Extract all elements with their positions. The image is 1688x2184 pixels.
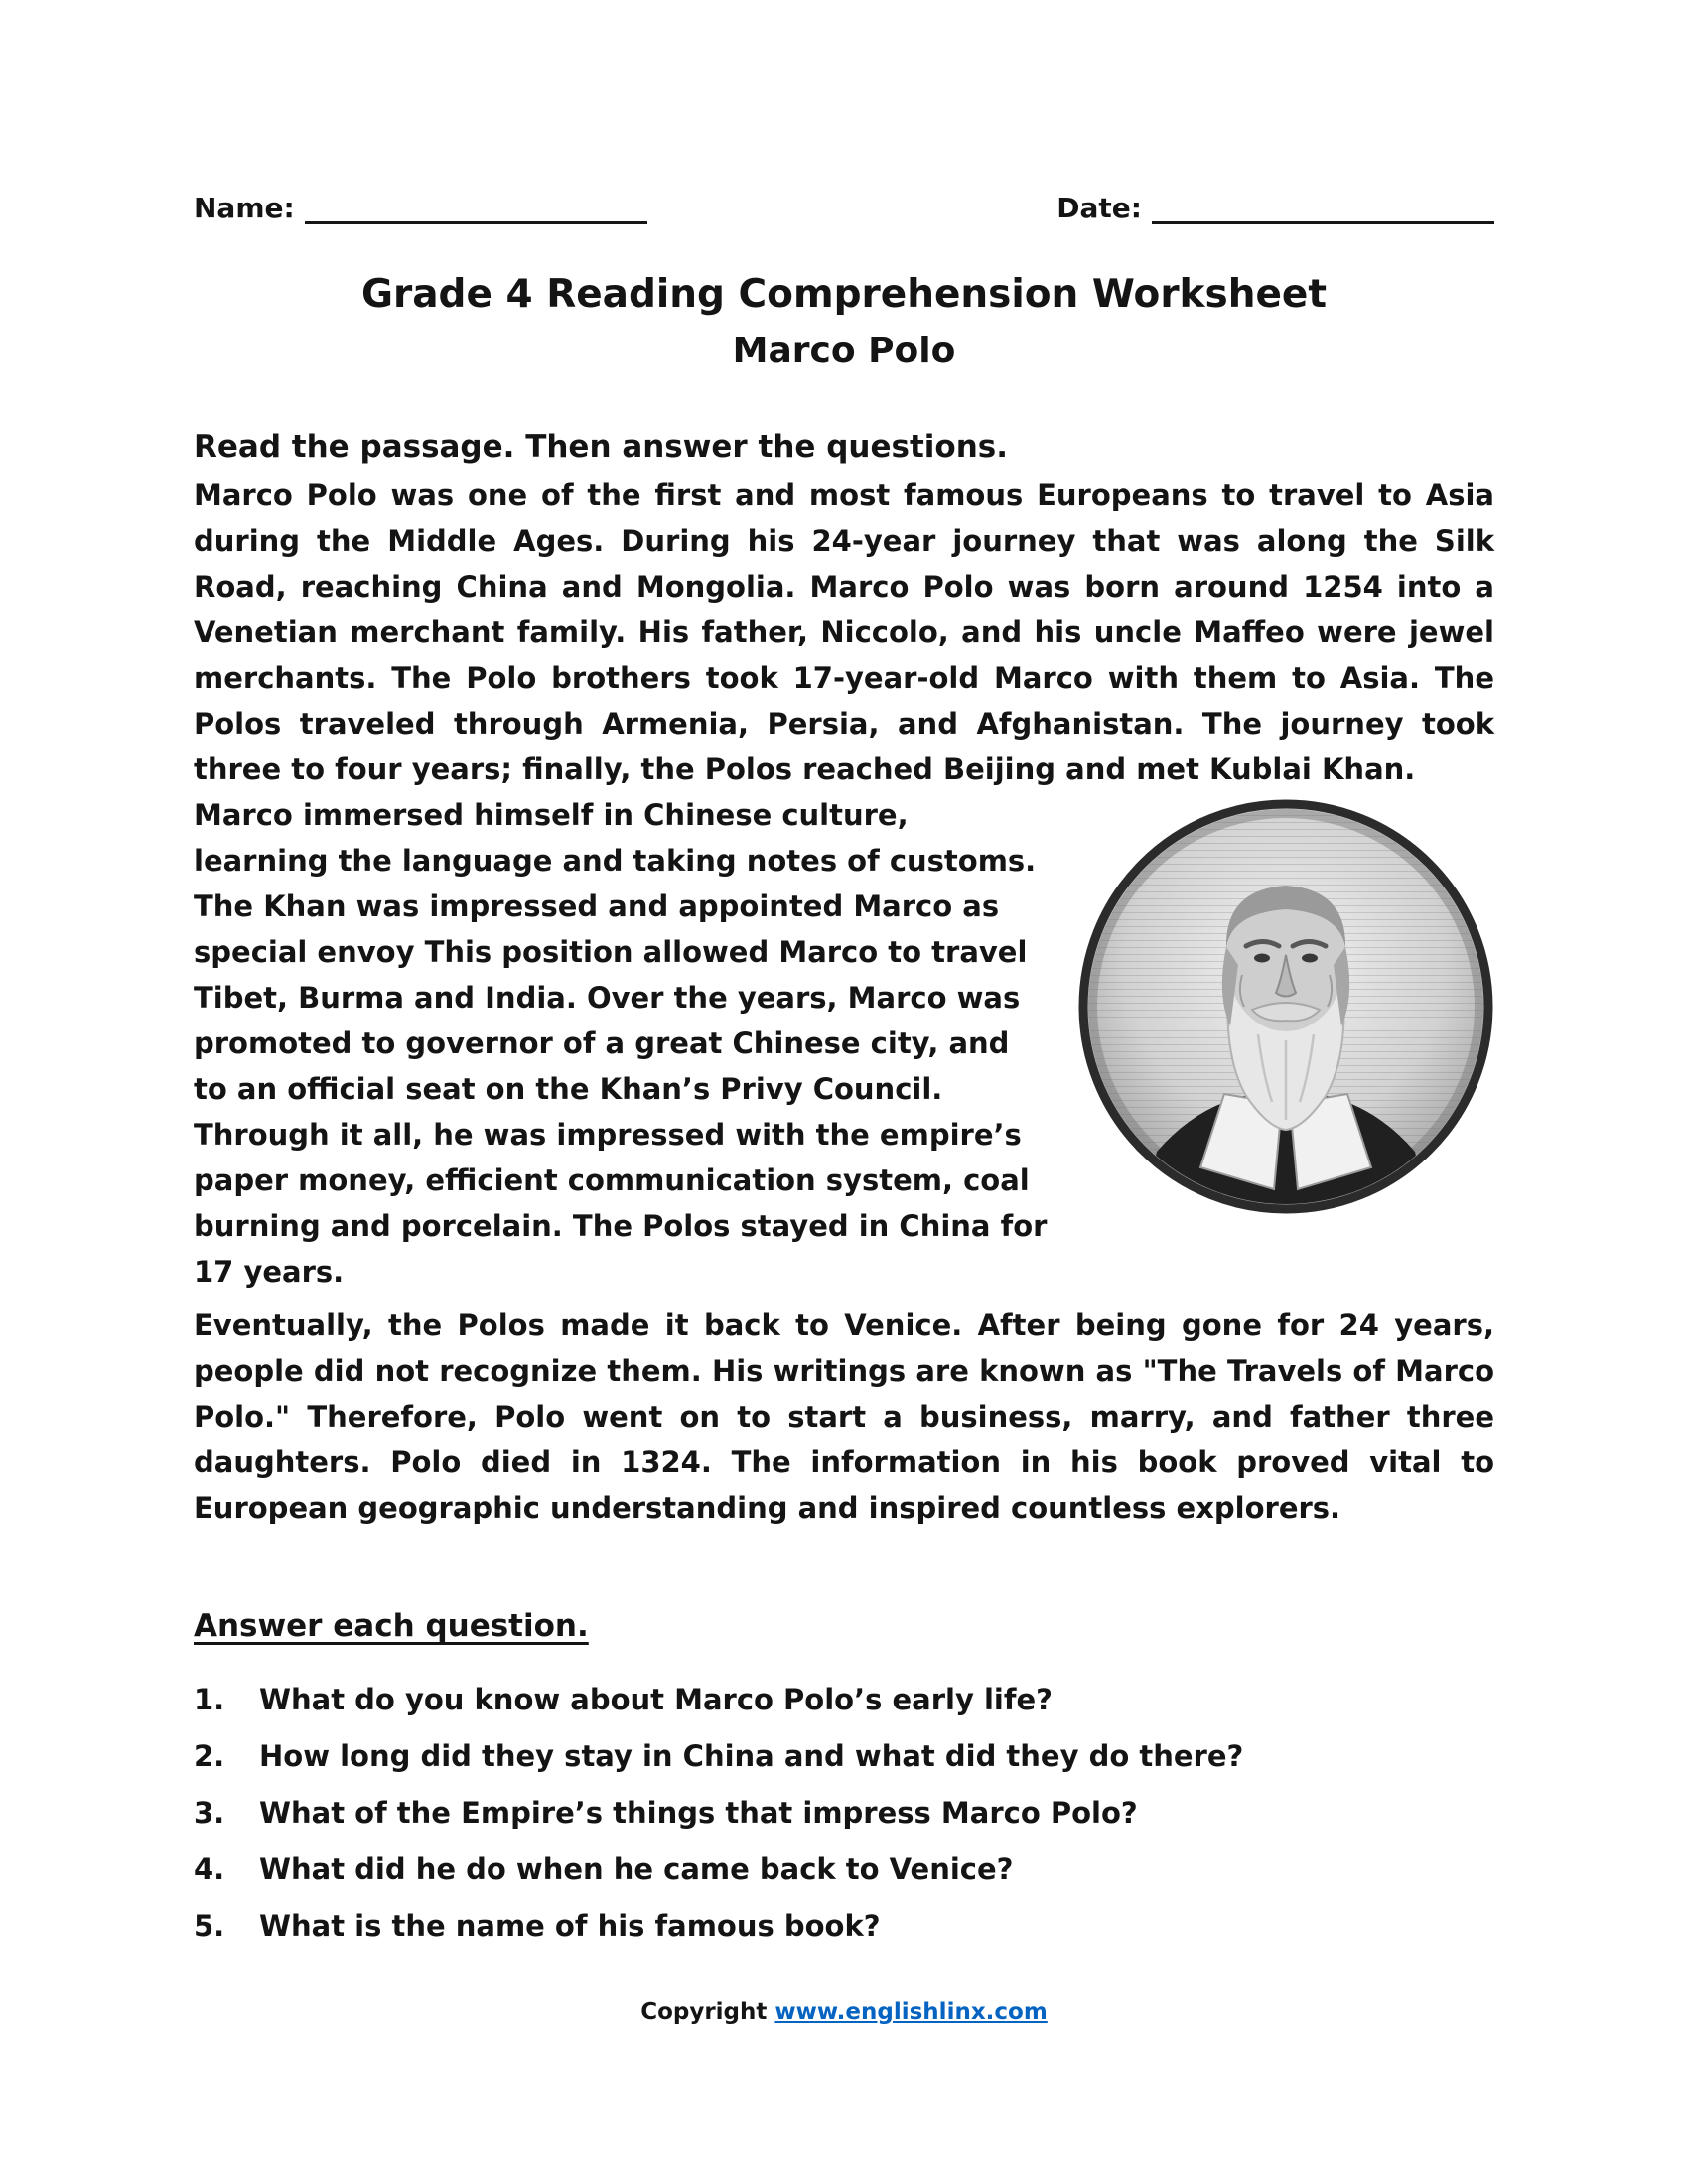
question-text: What do you know about Marco Polo’s early life? [259, 1683, 1053, 1716]
name-field [194, 189, 647, 224]
instructions-line: Read the passage. Then answer the questions. [194, 429, 1008, 465]
worksheet-title: Grade 4 Reading Comprehension Worksheet [360, 272, 1328, 317]
questions-list [194, 1680, 1494, 1946]
question-item [194, 1736, 1494, 1776]
worksheet-subtitle: Marco Polo [732, 331, 956, 371]
question-item [194, 1793, 1494, 1833]
passage-part1: Marco Polo was one of the first and most famous Europeans to travel to Asia during the Middle Ages. During his 24-year journey that was along the Silk Road, reaching China and Mongolia. Marco Polo was born around 1254 into a Venetian merchant family. His father, Niccolo, and his uncle Maffeo were jewel merchants. The Polo brothers took 17-year-old Marco with them to Asia. The Polos traveled through Armenia, Persia, and Afghanistan. The journey took three to four years; finally, the Polos reached Beijing and met Kublai Khan. [194, 478, 1494, 786]
question-number: 4. [194, 1852, 225, 1886]
question-text: How long did they stay in China and what did they do there? [259, 1739, 1244, 1773]
question-text: What of the Empire’s things that impress Marco Polo? [259, 1796, 1138, 1830]
copyright-label: Copyright [640, 1999, 768, 2025]
question-number: 5. [194, 1909, 225, 1943]
name-label: Name: [194, 192, 295, 224]
name-blank-line [305, 189, 647, 224]
date-label: Date: [1056, 192, 1142, 224]
question-text: What is the name of his famous book? [259, 1909, 881, 1943]
answer-section [194, 1608, 1494, 1644]
question-number: 2. [194, 1739, 225, 1773]
question-item [194, 1906, 1494, 1946]
header [194, 189, 1494, 224]
date-field [1056, 189, 1494, 224]
footer [194, 1999, 1494, 2025]
passage-middle [194, 792, 1494, 1295]
passage-part3: Eventually, the Polos made it back to Venice. After being gone for 24 years, people did not recognize them. His writings are known as "The Travels of Marco Polo." Therefore, Polo went on to start a business, marry, and father three daughters. Polo died in 1324. The information in his book proved vital to European geographic understanding and inspired countless explorers. [194, 1308, 1494, 1525]
answer-heading: Answer each question. [194, 1608, 589, 1644]
copyright-link[interactable]: www.englishlinx.com [774, 1999, 1048, 2025]
question-number: 1. [194, 1683, 225, 1716]
portrait-engraving-icon [1077, 798, 1494, 1215]
date-blank-line [1152, 189, 1494, 224]
question-item [194, 1680, 1494, 1719]
question-item [194, 1849, 1494, 1889]
question-text: What did he do when he came back to Venice? [259, 1852, 1014, 1886]
passage-part2: Marco immersed himself in Chinese culture, learning the language and taking notes of customs. The Khan was impressed and appointed Marco as special envoy This position allowed Marco to travel Tibet, Burma and India. Over the years, Marco was promoted to governor of a great Chinese city, and to an official seat on the Khan’s Privy Council. Through it all, he was impressed with the empire’s paper money, efficient communication system, coal burning and porcelain. The Polos stayed in China for 17 years. [194, 798, 1048, 1289]
marco-polo-portrait [1077, 798, 1494, 1215]
question-number: 3. [194, 1796, 225, 1830]
